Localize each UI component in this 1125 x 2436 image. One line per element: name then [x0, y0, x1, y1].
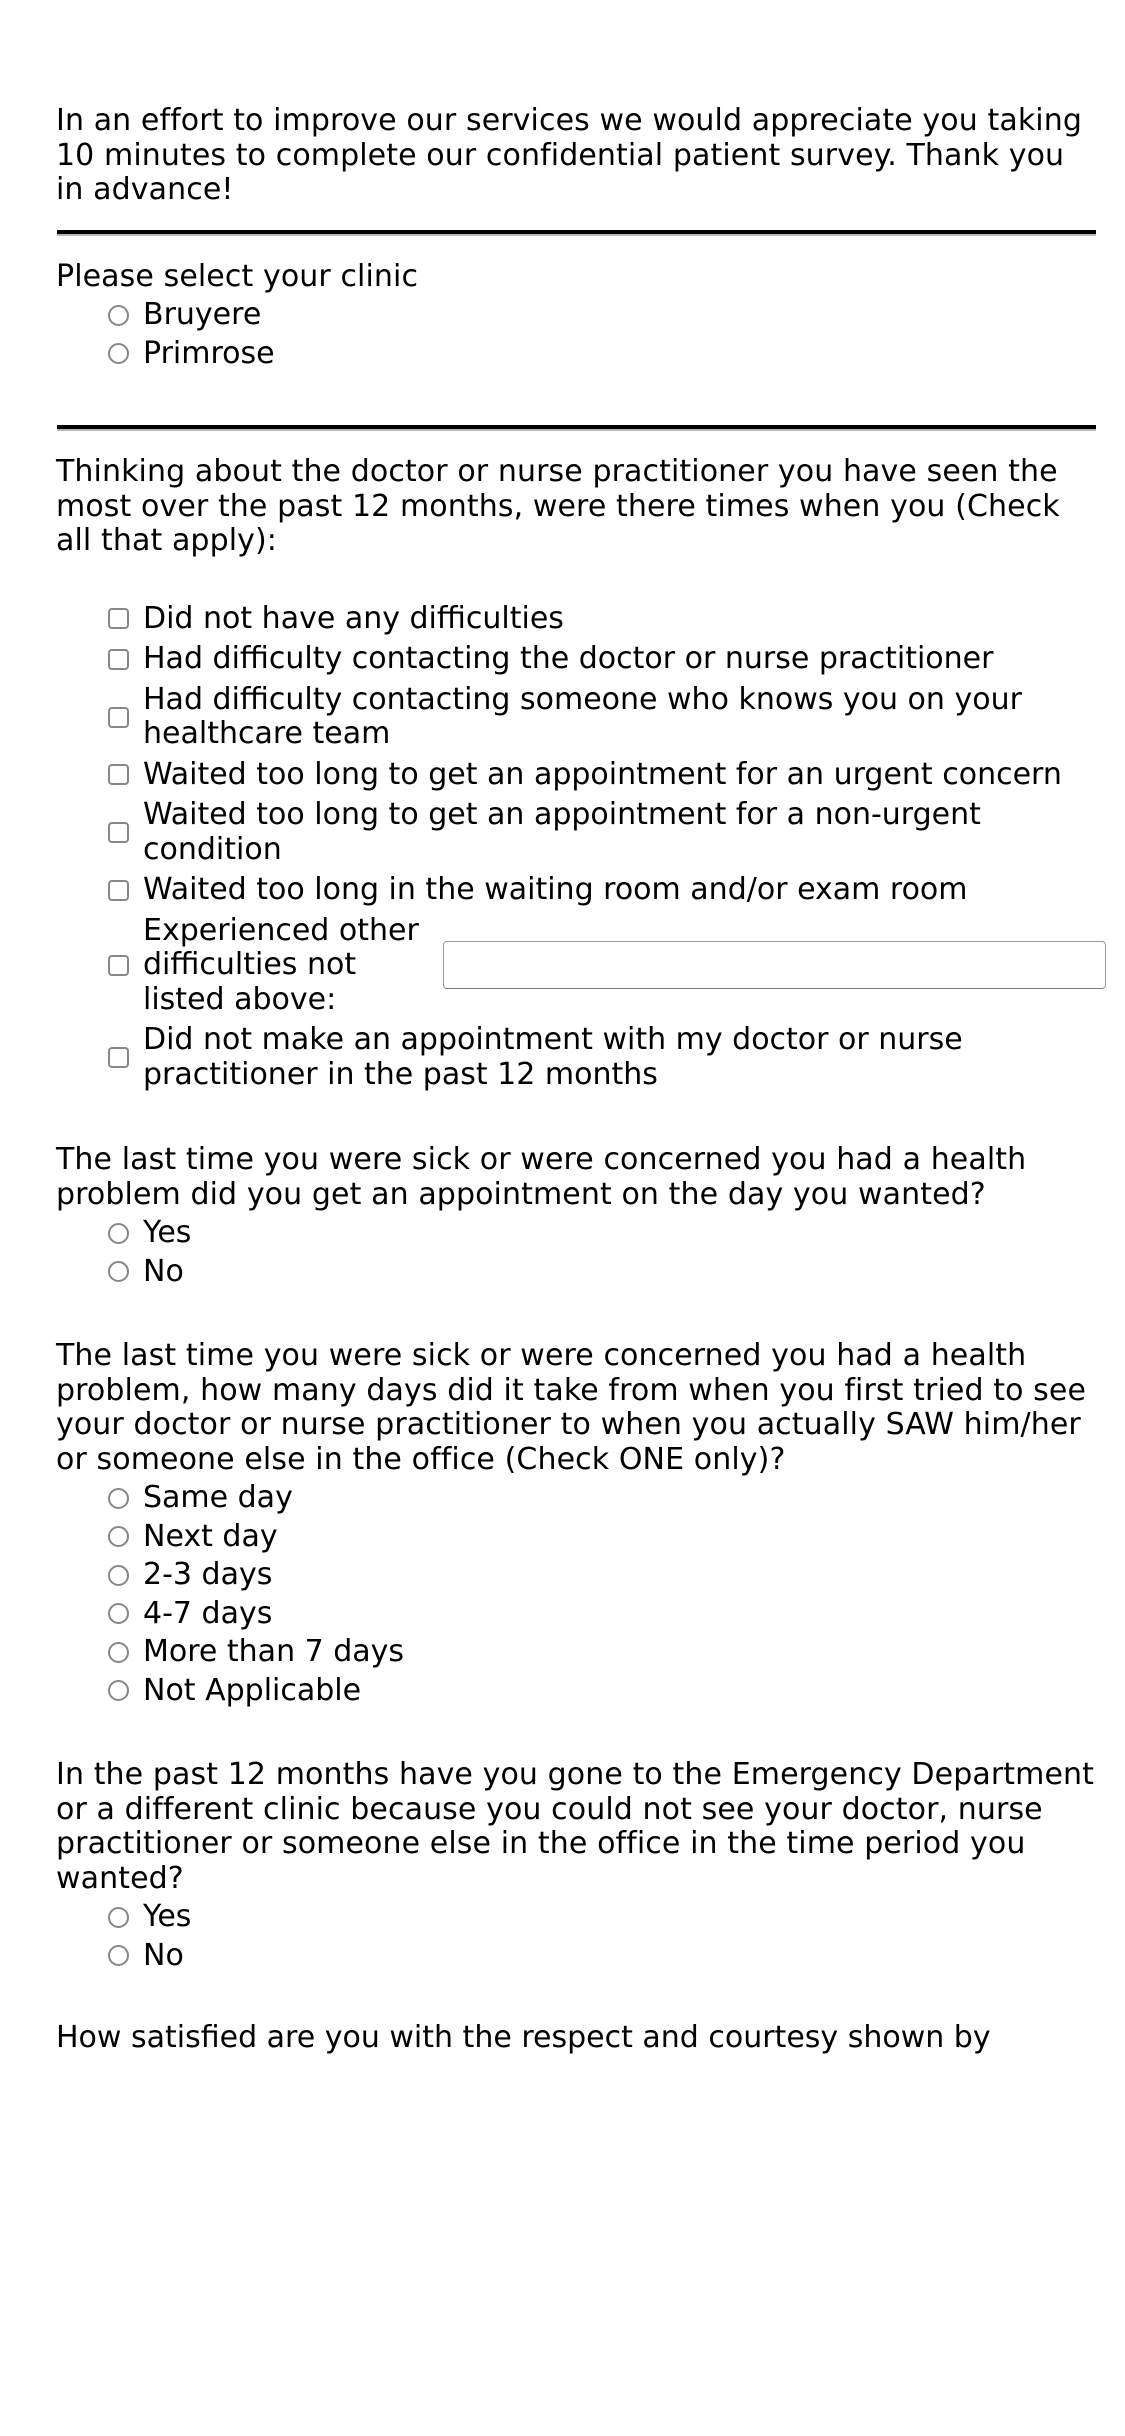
days-option-label: Next day [143, 1518, 278, 1554]
emergency-option-yes[interactable] [56, 1898, 1095, 1937]
days-option-2-3-days[interactable] [56, 1556, 1095, 1595]
radio-icon[interactable] [108, 1223, 129, 1244]
days-option-label: 2-3 days [143, 1557, 273, 1592]
radio-icon[interactable] [108, 1488, 129, 1509]
emergency-options [56, 1898, 1095, 1975]
days-option-more-than-7-days[interactable] [56, 1633, 1095, 1672]
other-difficulties-input[interactable] [443, 941, 1106, 989]
radio-icon[interactable] [108, 1945, 129, 1966]
radio-icon[interactable] [108, 1680, 129, 1701]
question-difficulties-text: Thinking about the doctor or nurse practitioner you have seen the most over the past 12 months, were there times when you (Check all that apply): [56, 454, 1070, 558]
difficulties-option-wait-room[interactable] [56, 870, 1095, 911]
radio-icon[interactable] [108, 1603, 129, 1624]
section-divider-1 [57, 230, 1096, 236]
same-day-option-no[interactable] [56, 1253, 1095, 1292]
checkbox-icon[interactable] [108, 608, 129, 629]
difficulties-option-contact-doctor[interactable] [56, 639, 1095, 680]
question-same-day-text: The last time you were sick or were concerned you had a health problem did you get an appointment on the day you wanted? [56, 1142, 1036, 1212]
radio-icon[interactable] [108, 1642, 129, 1663]
radio-icon[interactable] [108, 1526, 129, 1547]
checkbox-icon[interactable] [108, 822, 129, 843]
days-option-same-day[interactable] [56, 1479, 1095, 1518]
days-option-label: 4-7 days [143, 1595, 273, 1631]
question-emergency-text: In the past 12 months have you gone to the Emergency Department or a different clinic because you could not see your doctor, nurse practitioner or someone else in the office in the time period you wanted? [56, 1757, 1104, 1896]
days-option-label: More than 7 days [143, 1634, 405, 1669]
difficulties-option-no-difficulties[interactable] [56, 599, 1095, 640]
difficulties-option-other[interactable] [56, 911, 1095, 1021]
difficulties-option-label: Did not make an appointment with my doctor or nurse practitioner in the past 12 months [143, 1022, 973, 1092]
difficulties-option-label: Had difficulty contacting the doctor or nurse practitioner [143, 641, 994, 676]
clinic-option-label: Primrose [143, 335, 275, 371]
days-to-appointment-options [56, 1479, 1095, 1710]
difficulties-option-label: Did not have any difficulties [143, 600, 564, 636]
radio-icon[interactable] [108, 1565, 129, 1586]
section-divider-2 [57, 425, 1096, 431]
days-option-label: Not Applicable [143, 1672, 362, 1708]
survey-intro-text: In an effort to improve our services we would appreciate you taking 10 minutes to complete our confidential patient survey. Thank you in advance! [56, 103, 1092, 207]
same-day-option-label: No [143, 1253, 184, 1289]
days-option-not-applicable[interactable] [56, 1672, 1095, 1711]
emergency-option-no[interactable] [56, 1937, 1095, 1976]
clinic-option-label: Bruyere [143, 297, 262, 332]
difficulties-option-wait-urgent[interactable] [56, 755, 1095, 796]
clinic-options [56, 296, 1095, 373]
same-day-options [56, 1214, 1095, 1291]
days-option-4-7-days[interactable] [56, 1595, 1095, 1634]
question-days-to-appointment [56, 1339, 1095, 1710]
question-difficulties [56, 455, 1095, 1095]
question-days-to-appointment-text: The last time you were sick or were concerned you had a health problem, how many days did it take from when you first tried to see your doctor or nurse practitioner to when you actually SAW him/her or someone else in the office (Check ONE only)? [56, 1338, 1096, 1477]
difficulties-option-wait-nonurgent[interactable] [56, 795, 1095, 870]
difficulties-option-label: Waited too long in the waiting room and/or exam room [143, 872, 968, 907]
clinic-option-primrose[interactable] [56, 335, 1095, 374]
radio-icon[interactable] [108, 305, 129, 326]
difficulties-option-contact-team[interactable] [56, 680, 1095, 755]
question-clinic-text: Please select your clinic [56, 258, 419, 294]
question-respect-courtesy-text: How satisfied are you with the respect and courtesy shown by [56, 2020, 991, 2055]
difficulties-option-label: Waited too long to get an appointment for a non-urgent condition [143, 797, 991, 867]
difficulties-option-label: Experienced other difficulties not listed above: [143, 912, 429, 1017]
days-option-label: Same day [143, 1480, 293, 1515]
difficulties-option-no-appointment[interactable] [56, 1020, 1095, 1095]
checkbox-icon[interactable] [108, 707, 129, 728]
days-option-next-day[interactable] [56, 1518, 1095, 1557]
radio-icon[interactable] [108, 1261, 129, 1282]
question-same-day [56, 1143, 1095, 1291]
clinic-option-bruyere[interactable] [56, 296, 1095, 335]
checkbox-icon[interactable] [108, 764, 129, 785]
checkbox-icon[interactable] [108, 880, 129, 901]
emergency-option-label: Yes [143, 1899, 192, 1934]
checkbox-icon[interactable] [108, 955, 129, 976]
difficulties-option-label: Waited too long to get an appointment for an urgent concern [143, 756, 1062, 792]
difficulties-options [56, 599, 1095, 1096]
radio-icon[interactable] [108, 1907, 129, 1928]
emergency-option-label: No [143, 1937, 184, 1973]
question-clinic [56, 260, 1095, 374]
question-emergency [56, 1757, 1104, 1975]
radio-icon[interactable] [108, 343, 129, 364]
checkbox-icon[interactable] [108, 649, 129, 670]
checkbox-icon[interactable] [108, 1047, 129, 1068]
same-day-option-yes[interactable] [56, 1214, 1095, 1253]
same-day-option-label: Yes [143, 1215, 192, 1250]
difficulties-option-label: Had difficulty contacting someone who knows you on your healthcare team [143, 681, 1032, 751]
